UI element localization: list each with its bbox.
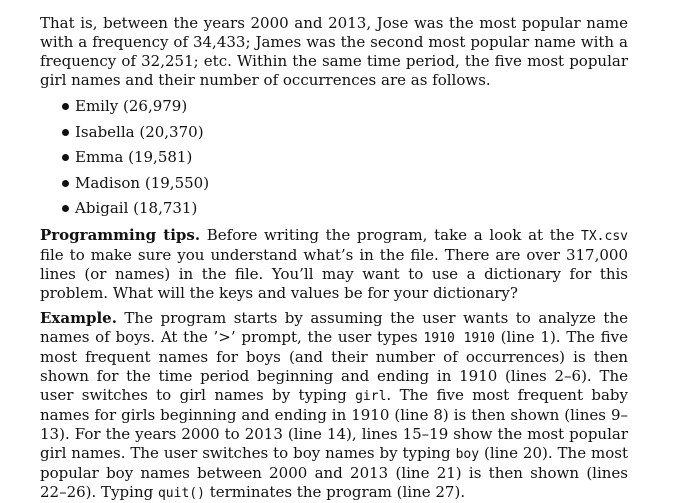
bullet-icon xyxy=(62,205,69,212)
list-item: Emily (26,979) xyxy=(40,94,628,120)
example-paragraph: Example. The program starts by assuming the user wants to analyze the names of boys. At the ’>’ prompt, the user types 1910 1910 (line 1). The five most frequent names for boys (and their number of occurrences) is then shown for the time period beginning and ending in 1910 (lines 2–6). The user switches to girl names by typing girl. The five most frequent baby names for girls beginning and ending in 1910 (line 8) is then shown (lines 9–13). For the years 2000 to 2013 (line 14), lines 15–19 show the most popular girl names. The user switches to boy names by typing boy (line 20). The most popular boy names between 2000 and 2013 (line 21) is then shown (lines 22–26). Typing quit() terminates the program (line 27). xyxy=(40,308,628,501)
list-item: Isabella (20,370) xyxy=(40,120,628,146)
code-quit: quit() xyxy=(157,485,205,501)
code-girl: girl xyxy=(355,388,387,404)
example-heading: Example. xyxy=(40,308,117,327)
document-page xyxy=(40,14,628,503)
bullet-icon xyxy=(62,180,69,187)
list-item: Abigail (18,731) xyxy=(40,196,628,222)
code-1910: 1910 1910 xyxy=(423,330,495,346)
bullet-icon xyxy=(62,129,69,136)
code-boy: boy xyxy=(455,446,480,462)
list-item: Madison (19,550) xyxy=(40,171,628,197)
bullet-icon xyxy=(62,154,69,161)
programming-tips-paragraph: Programming tips. Before writing the program, take a look at the TX.csv file to make sure you understand what’s in the file. There are over 317,000 lines (or names) in the file. You’ll may want to use a dictionary for this problem. What will the keys and values be for your dictionary? xyxy=(40,225,628,302)
filename: TX.csv xyxy=(581,228,628,244)
girl-names-list xyxy=(40,94,628,222)
bullet-icon xyxy=(62,103,69,110)
intro-paragraph: That is, between the years 2000 and 2013, Jose was the most popular name with a frequency of 34,433; James was the second most popular name with a frequency of 32,251; etc. Within the same time period, the five most popular girl names and their number of occurrences are as follows. xyxy=(40,14,628,89)
tips-heading: Programming tips. xyxy=(40,225,201,244)
list-item: Emma (19,581) xyxy=(40,145,628,171)
